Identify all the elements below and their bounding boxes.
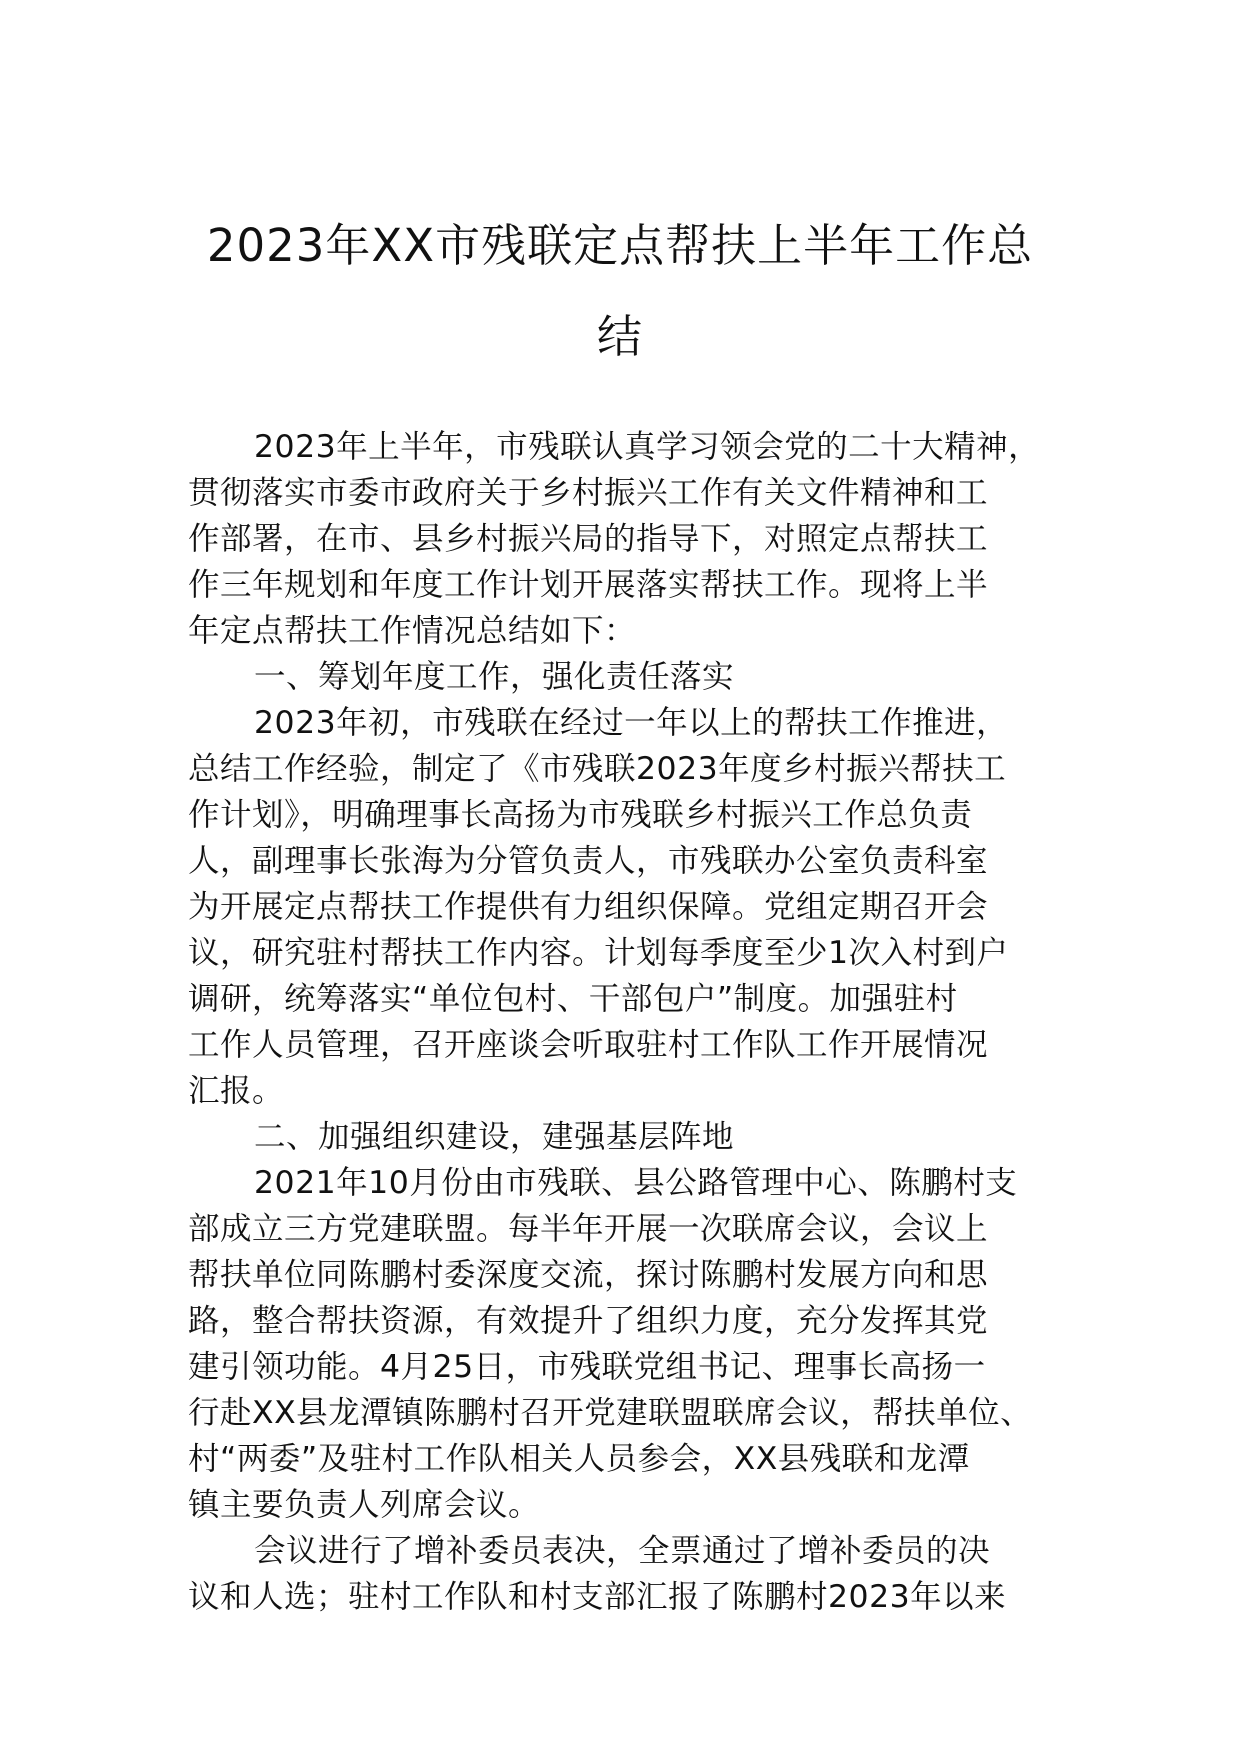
text-line: 人，副理事长张海为分管负责人，市残联办公室负责科室 <box>188 843 989 879</box>
text-line: 议和人选；驻村工作队和村支部汇报了陈鹏村2023年以来 <box>188 1579 1007 1615</box>
text-line: 为开展定点帮扶工作提供有力组织保障。党组定期召开会 <box>188 889 989 925</box>
paragraph-section-2 <box>188 1160 1054 1528</box>
text-line: 路，整合帮扶资源，有效提升了组织力度，充分发挥其党 <box>188 1303 989 1339</box>
text-line: 作部署，在市、县乡村振兴局的指导下，对照定点帮扶工 <box>188 521 989 557</box>
section-heading-2 <box>188 1114 1054 1160</box>
text-line: 作三年规划和年度工作计划开展落实帮扶工作。现将上半 <box>188 567 989 603</box>
document-title-line-2: 结 <box>596 310 643 363</box>
section-heading-1 <box>188 654 1054 700</box>
text-line: 作计划》，明确理事长高扬为市残联乡村振兴工作总负责 <box>188 797 973 833</box>
text-line: 工作人员管理，召开座谈会听取驻村工作队工作开展情况 <box>188 1027 989 1063</box>
text-line: 调研，统筹落实“单位包村、干部包户”制度。加强驻村 <box>188 981 958 1017</box>
text-line: 汇报。 <box>188 1073 285 1109</box>
paragraph-section-1 <box>188 700 1054 1114</box>
paragraph-intro <box>188 424 1054 654</box>
document-body <box>188 424 1054 1620</box>
text-line: 议，研究驻村帮扶工作内容。计划每季度至少1次入村到户 <box>188 935 1009 971</box>
text-line: 镇主要负责人列席会议。 <box>188 1487 541 1523</box>
text-line: 2023年上半年，市残联认真学习领会党的二十大精神， <box>254 429 1041 465</box>
heading-line: 一、筹划年度工作，强化责任落实 <box>254 659 735 695</box>
paragraph-meeting <box>188 1528 1054 1620</box>
text-line: 总结工作经验，制定了《市残联2023年度乡村振兴帮扶工 <box>188 751 1007 787</box>
text-line: 帮扶单位同陈鹏村委深度交流，探讨陈鹏村发展方向和思 <box>188 1257 989 1293</box>
document-title-line-1: 2023年XX市残联定点帮扶上半年工作总 <box>206 219 1034 272</box>
text-line: 建引领功能。4月25日，市残联党组书记、理事长高扬一 <box>188 1349 986 1385</box>
text-line: 部成立三方党建联盟。每半年开展一次联席会议，会议上 <box>188 1211 989 1247</box>
text-line: 村“两委”及驻村工作队相关人员参会，XX县残联和龙潭 <box>188 1441 970 1477</box>
text-line: 行赴XX县龙潭镇陈鹏村召开党建联盟联席会议，帮扶单位、 <box>188 1395 1033 1431</box>
text-line: 2021年10月份由市残联、县公路管理中心、陈鹏村支 <box>254 1165 1018 1201</box>
text-line: 贯彻落实市委市政府关于乡村振兴工作有关文件精神和工 <box>188 475 989 511</box>
text-line: 年定点帮扶工作情况总结如下： <box>188 613 637 649</box>
heading-line: 二、加强组织建设，建强基层阵地 <box>254 1119 735 1155</box>
text-line: 2023年初，市残联在经过一年以上的帮扶工作推进， <box>254 705 1009 741</box>
text-line: 会议进行了增补委员表决，全票通过了增补委员的决 <box>254 1533 991 1569</box>
